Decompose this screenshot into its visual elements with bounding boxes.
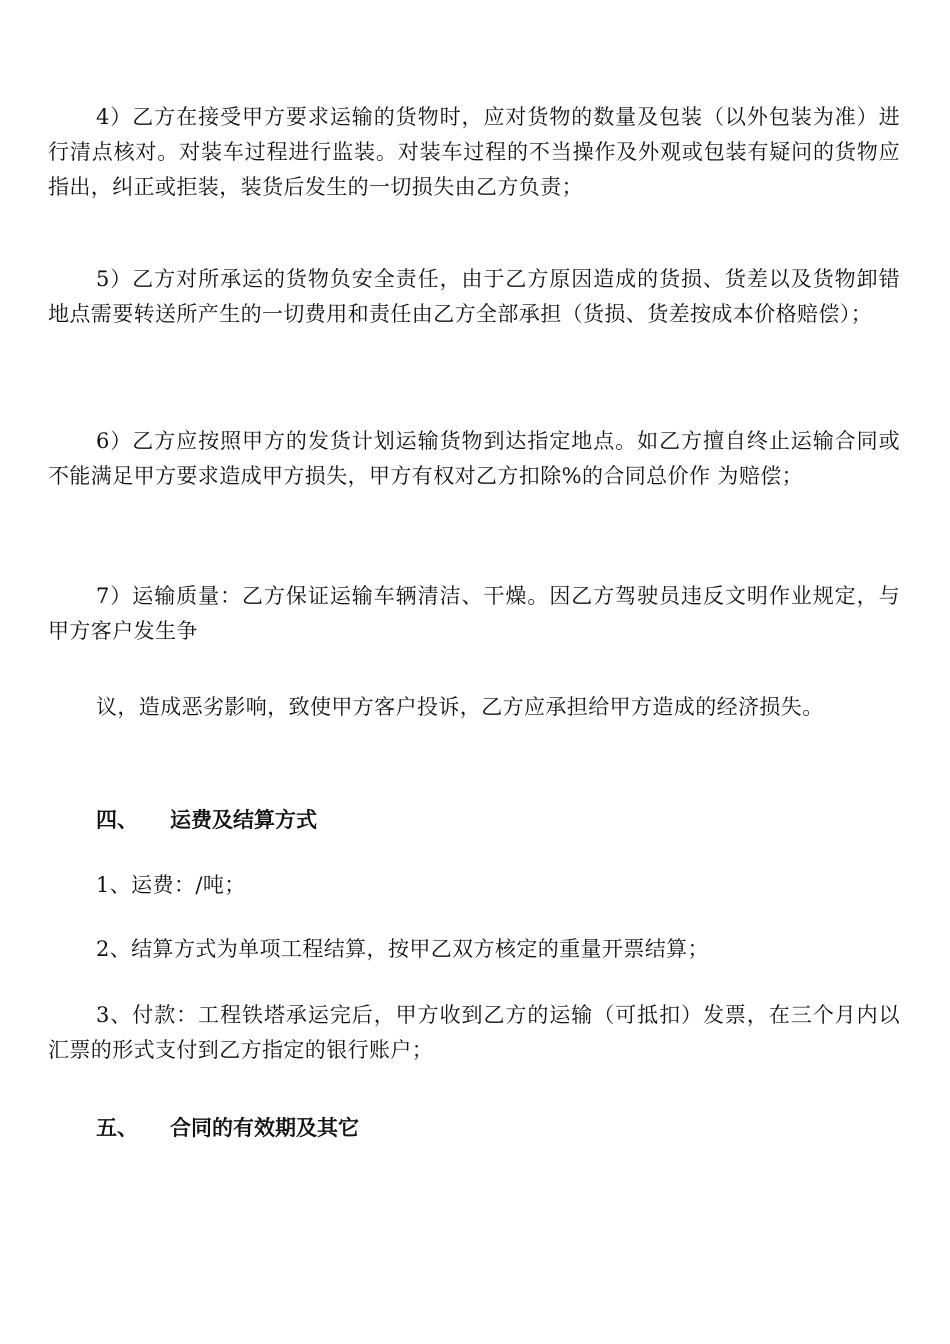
section-number: 五、 <box>96 1115 138 1140</box>
section-number: 四、 <box>96 807 138 832</box>
clause-7-continued: 议，造成恶劣影响，致使甲方客户投诉，乙方应承担给甲方造成的经济损失。 <box>96 695 824 719</box>
clause-6: 6）乙方应按照甲方的发货计划运输货物到达指定地点。如乙方擅自终止运输合同或不能满足甲方要求造成甲方损失，甲方有权对乙方扣除%的合同总价作 为赔偿； <box>48 429 900 488</box>
clause-4: 4）乙方在接受甲方要求运输的货物时，应对货物的数量及包装（以外包装为准）进行清点核对。对装车过程进行监装。对装车过程的不当操作及外观或包装有疑问的货物应指出，纠正或拒装，装货后发生的一切损失由乙方负责； <box>48 105 900 199</box>
section-title: 运费及结算方式 <box>170 807 317 832</box>
section-title: 合同的有效期及其它 <box>170 1115 359 1140</box>
section-heading-5 <box>96 1110 359 1145</box>
section-heading-4 <box>96 802 317 837</box>
clause-7: 7）运输质量：乙方保证运输车辆清洁、干燥。因乙方驾驶员违反文明作业规定，与甲方客户发生争 <box>48 584 900 643</box>
section-4-item-2: 2、结算方式为单项工程结算，按甲乙双方核定的重量开票结算； <box>96 937 709 961</box>
section-4-item-3: 3、付款：工程铁塔承运完后，甲方收到乙方的运输（可抵扣）发票，在三个月内以汇票的形式支付到乙方指定的银行账户； <box>48 1003 900 1062</box>
section-4-item-1: 1、运费：/吨； <box>96 873 246 897</box>
clause-5: 5）乙方对所承运的货物负安全责任，由于乙方原因造成的货损、货差以及货物卸错地点需要转送所产生的一切费用和责任由乙方全部承担（货损、货差按成本价格赔偿）； <box>48 267 900 326</box>
